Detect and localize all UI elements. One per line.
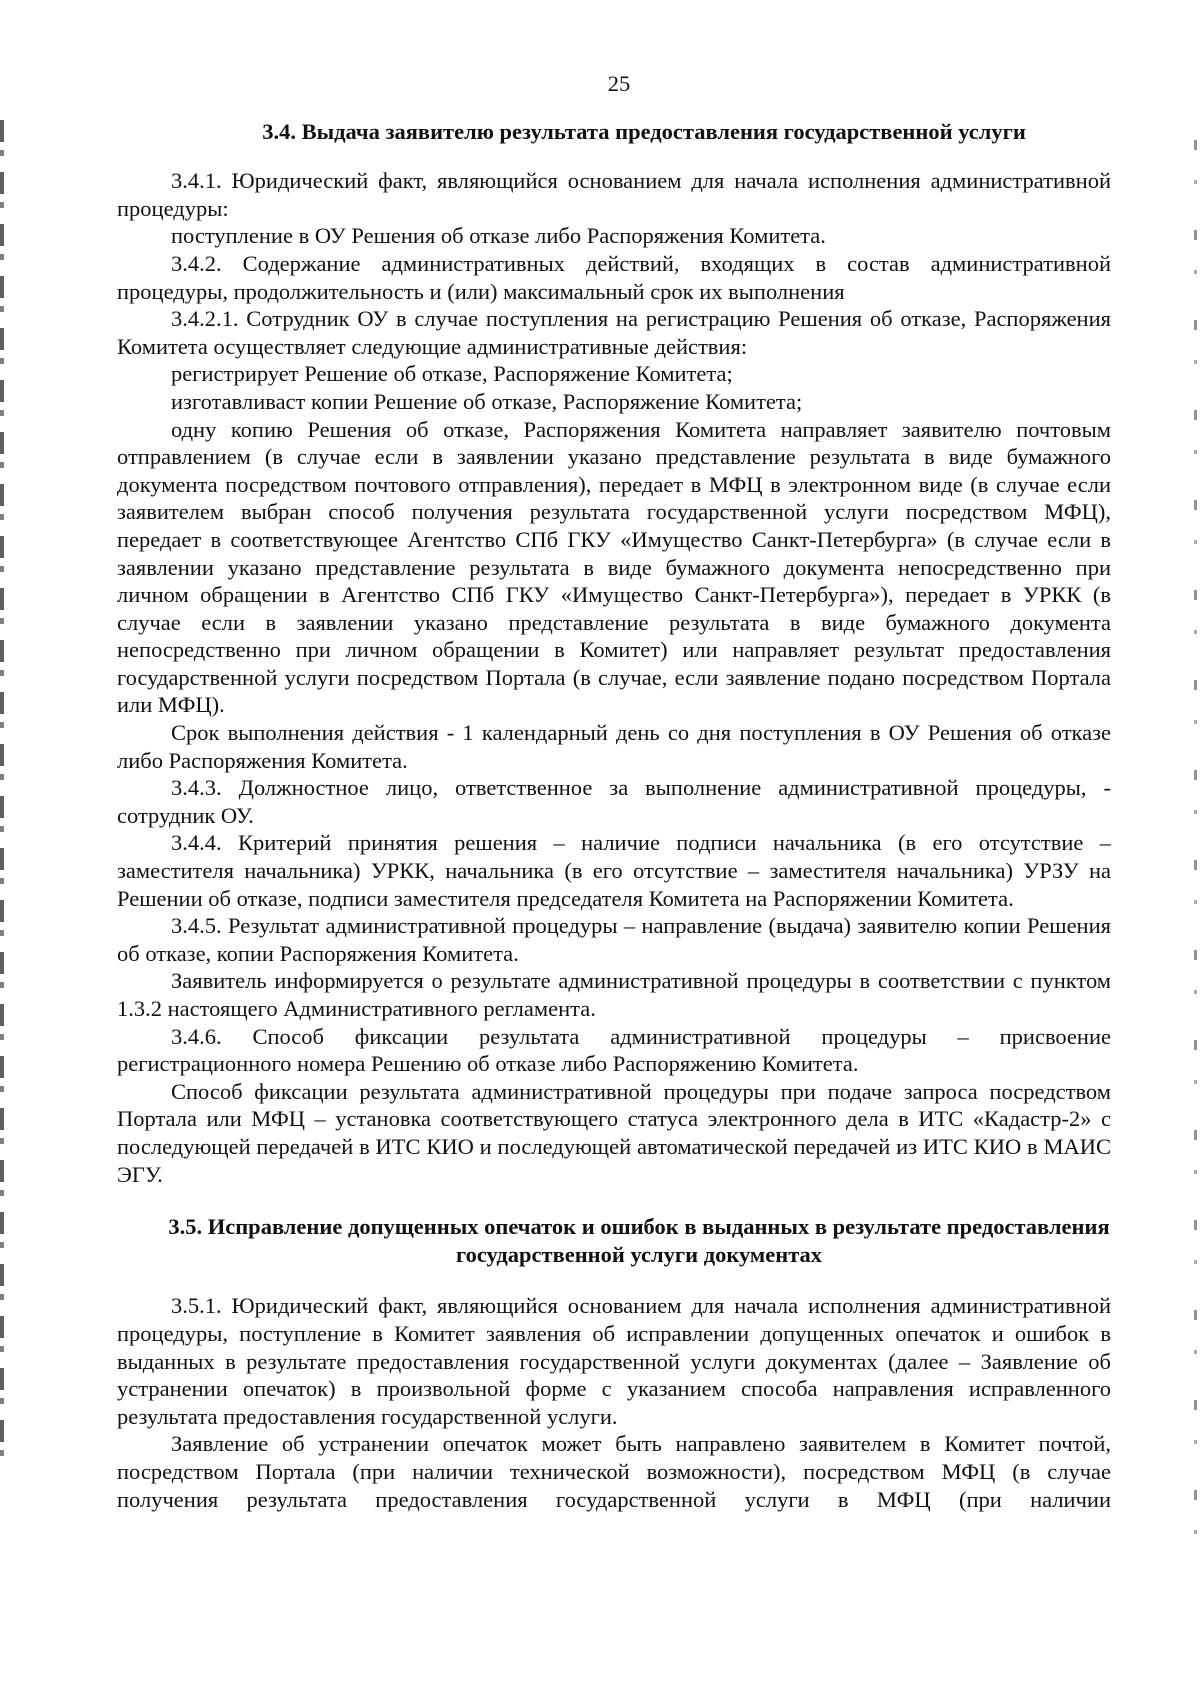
scan-edge-artifact-left <box>0 120 4 1470</box>
paragraph: одну копию Решения об отказе, Распоряжения Комитета направляет заявителю почтовым отправлением (в случае если в заявлении указано представление результата в виде бумажного документа посредством почтового отправления), передает в МФЦ в электронном виде (в случае если заявителем выбран способ получения результата государственной услуги посредством МФЦ), передает в соответствующее Агентство СПб ГКУ «Имущество Санкт-Петербурга» (в случае если в заявлении указано представление результата в виде бумажного документа непосредственно при личном обращении в Агентство СПб ГКУ «Имущество Санкт-Петербурга»), передает в УРКК (в случае если в заявлении указано представление результата в виде бумажного документа непосредственно при личном обращении в Комитет) или направляет результат предоставления государственной услуги посредством Портала (в случае, если заявление подано посредством Портала или МФЦ). <box>117 416 1111 718</box>
section-heading: 3.5. Исправление допущенных опечаток и ошибок в выданных в результате предоставления государственной услуги документах <box>168 1214 1110 1267</box>
paragraph: изготавливаст копии Решение об отказе, Распоряжение Комитета; <box>171 388 803 414</box>
paragraph: Способ фиксации результата административной процедуры при подаче запроса посредством Портала или МФЦ – установка соответствующего статуса электронного дела в ИТС «Кадастр-2» с последующей передачей в ИТС КИО и последующей автоматической передачей из ИТС КИО в МАИС ЭГУ. <box>117 1078 1111 1187</box>
paragraph-3-4-3: 3.4.3. Должностное лицо, ответственное за выполнение административной процедуры, - сотрудник ОУ. <box>117 775 1111 828</box>
page-content <box>117 70 1111 1513</box>
section-3-4 <box>117 118 1111 1189</box>
paragraph: регистрирует Решение об отказе, Распоряжение Комитета; <box>171 361 733 387</box>
paragraph: Срок выполнения действия - 1 календарный день со дня поступления в ОУ Решения об отказе либо Распоряжения Комитета. <box>117 720 1111 773</box>
paragraph-3-4-6: 3.4.6. Способ фиксации результата административной процедуры – присвоение регистрационного номера Решению об отказе либо Распоряжению Комитета. <box>117 1023 1111 1077</box>
paragraph-3-5-1: 3.5.1. Юридический факт, являющийся основанием для начала исполнения административной процедуры, поступление в Комитет заявления об исправлении допущенных опечаток и ошибок в выданных в результате предоставления государственной услуги документах (далее – Заявление об устранении опечаток) в произвольной форме с указанием способа направления исправленного результата предоставления государственной услуги. <box>117 1293 1111 1429</box>
paragraph-3-4-2-1: 3.4.2.1. Сотрудник ОУ в случае поступления на регистрацию Решения об отказе, Распоряжения Комитета осуществляет следующие административные действия: <box>117 306 1111 359</box>
paragraph: Заявитель информируется о результате административной процедуры в соответствии с пунктом 1.3.2 настоящего Административного регламента. <box>117 968 1111 1021</box>
paragraph-3-4-2: 3.4.2. Содержание административных действий, входящих в состав административной процедуры, продолжительность и (или) максимальный срок их выполнения <box>117 250 1111 304</box>
paragraph: поступление в ОУ Решения об отказе либо Распоряжения Комитета. <box>171 223 826 249</box>
paragraph: Заявление об устранении опечаток может быть направлено заявителем в Комитет почтой, посредством Портала (при наличии технической возможности), посредством МФЦ (в случае получения результата предоставления государственной услуги в МФЦ (при наличии <box>117 1431 1111 1512</box>
scan-edge-artifact-right <box>1194 140 1197 1560</box>
paragraph-3-4-5: 3.4.5. Результат административной процедуры – направление (выдача) заявителю копии Решения об отказе, копии Распоряжения Комитета. <box>117 913 1111 966</box>
section-heading: 3.4. Выдача заявителю результата предоставления государственной услуги <box>262 118 1026 144</box>
page-number: 25 <box>607 71 631 96</box>
paragraph-3-4-1: 3.4.1. Юридический факт, являющийся основанием для начала исполнения административной процедуры: <box>117 168 1111 221</box>
paragraph-3-4-4: 3.4.4. Критерий принятия решения – наличие подписи начальника (в его отсутствие – заместителя начальника) УРКК, начальника (в его отсутствие – заместителя начальника) УРЗУ на Решении об отказе, подписи заместителя председателя Комитета на Распоряжении Комитета. <box>117 830 1111 911</box>
section-3-5 <box>117 1213 1111 1513</box>
